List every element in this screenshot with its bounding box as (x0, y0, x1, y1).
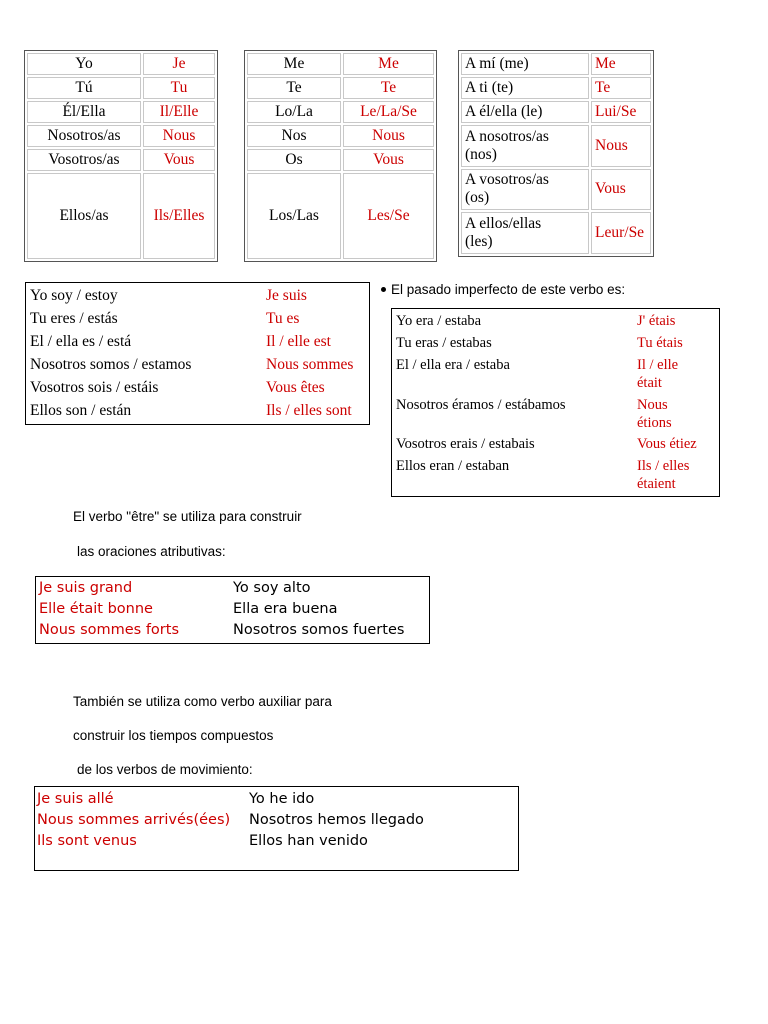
es-example: Yo he ido (249, 791, 315, 807)
object-pronoun-table (244, 50, 437, 262)
es-pronoun-cell (461, 169, 589, 211)
es-pronoun: Tú (27, 77, 141, 99)
fr-form: Ils / elles (637, 458, 690, 474)
fr-pronoun: Lui/Se (591, 101, 651, 123)
fr-form: Il / elle (637, 357, 679, 373)
fr-pronoun: Me (343, 53, 434, 75)
es-pronoun-cell (461, 212, 589, 254)
es-pronoun: A nosotros/as (465, 127, 549, 145)
fr-pronoun: Nous (343, 125, 434, 147)
es-pronoun: Os (247, 149, 341, 171)
indirect-pronoun-table (458, 50, 654, 257)
fr-pronoun: Vous (591, 169, 651, 211)
fr-form: J' étais (637, 313, 676, 329)
fr-pronoun: Leur/Se (591, 212, 651, 254)
fr-pronoun: Te (591, 77, 651, 99)
es-pronoun: Los/Las (247, 173, 341, 259)
es-pronoun: Me (247, 53, 341, 75)
fr-pronoun: Je (143, 53, 215, 75)
es-form: Yo soy / estoy (30, 287, 118, 304)
fr-pronoun: Vous (343, 149, 434, 171)
fr-form-cont: était (637, 375, 662, 391)
auxiliary-examples-box (34, 786, 519, 871)
attributive-line-2: las oraciones atributivas: (77, 544, 226, 559)
fr-pronoun: Vous (143, 149, 215, 171)
es-pronoun: Él/Ella (27, 101, 141, 123)
fr-example: Ils sont venus (37, 833, 137, 849)
fr-form: Nous sommes (266, 356, 354, 373)
es-pronoun: Lo/La (247, 101, 341, 123)
attributive-examples-box (35, 576, 430, 644)
bullet-icon (381, 287, 386, 292)
imperfect-heading (381, 282, 625, 298)
es-pronoun: Ellos/as (27, 173, 141, 259)
es-example: Yo soy alto (233, 580, 311, 596)
fr-pronoun: Te (343, 77, 434, 99)
fr-form: Nous (637, 397, 668, 413)
auxiliary-line-3: de los verbos de movimiento: (77, 762, 253, 777)
es-form: Nosotros somos / estamos (30, 356, 192, 373)
es-form: Nosotros éramos / estábamos (396, 397, 566, 413)
es-form: Ellos son / están (30, 402, 132, 419)
es-pronoun-cell (461, 125, 589, 167)
es-pronoun: A ellos/ellas (465, 215, 542, 233)
es-pronoun: A mí (me) (461, 53, 589, 75)
present-tense-box (25, 282, 370, 425)
es-pronoun-short: (nos) (465, 145, 497, 163)
imperfect-heading-text: El pasado imperfecto de este verbo es: (391, 282, 626, 297)
es-form: Tu eras / estabas (396, 335, 492, 351)
es-pronoun: Te (247, 77, 341, 99)
attributive-line-1: El verbo "être" se utiliza para construir (73, 509, 302, 524)
fr-pronoun: Tu (143, 77, 215, 99)
fr-pronoun: Nous (591, 125, 651, 167)
es-form: Vosotros sois / estáis (30, 379, 159, 396)
fr-pronoun: Ils/Elles (143, 173, 215, 259)
fr-form: Il / elle est (266, 333, 331, 350)
fr-form: Vous êtes (266, 379, 325, 396)
fr-form-cont: étaient (637, 476, 676, 492)
fr-example: Je suis grand (39, 580, 133, 596)
es-form: Yo era / estaba (396, 313, 482, 329)
fr-pronoun: Nous (143, 125, 215, 147)
fr-pronoun: Me (591, 53, 651, 75)
fr-form: Vous étiez (637, 436, 697, 452)
es-pronoun: A él/ella (le) (461, 101, 589, 123)
es-pronoun-short: (les) (465, 233, 493, 251)
subject-pronoun-table (24, 50, 218, 262)
fr-example: Elle était bonne (39, 601, 153, 617)
es-pronoun: A ti (te) (461, 77, 589, 99)
es-pronoun: Vosotros/as (27, 149, 141, 171)
es-pronoun-short: (os) (465, 189, 490, 207)
fr-pronoun: Il/Elle (143, 101, 215, 123)
es-example: Nosotros hemos llegado (249, 812, 424, 828)
fr-example: Je suis allé (37, 791, 114, 807)
es-pronoun: Nosotros/as (27, 125, 141, 147)
es-form: Tu eres / estás (30, 310, 118, 327)
es-pronoun: Nos (247, 125, 341, 147)
es-pronoun: Yo (27, 53, 141, 75)
fr-form: Ils / elles sont (266, 402, 352, 419)
imperfect-tense-box (391, 308, 720, 497)
es-example: Ella era buena (233, 601, 338, 617)
fr-form-cont: étions (637, 415, 672, 431)
fr-example: Nous sommes forts (39, 622, 180, 638)
es-example: Ellos han venido (249, 833, 368, 849)
es-form: El / ella es / está (30, 333, 132, 350)
es-example: Nosotros somos fuertes (233, 622, 405, 638)
fr-form: Je suis (266, 287, 307, 304)
fr-pronoun: Les/Se (343, 173, 434, 259)
fr-form: Tu étais (637, 335, 683, 351)
fr-form: Tu es (266, 310, 300, 327)
auxiliary-line-2: construir los tiempos compuestos (73, 728, 274, 743)
es-pronoun: A vosotros/as (465, 171, 549, 189)
es-form: Ellos eran / estaban (396, 458, 510, 474)
fr-example: Nous sommes arrivés(ées) (37, 812, 231, 828)
es-form: Vosotros erais / estabais (396, 436, 535, 452)
fr-pronoun: Le/La/Se (343, 101, 434, 123)
auxiliary-line-1: También se utiliza como verbo auxiliar para (73, 694, 332, 709)
es-form: El / ella era / estaba (396, 357, 510, 373)
